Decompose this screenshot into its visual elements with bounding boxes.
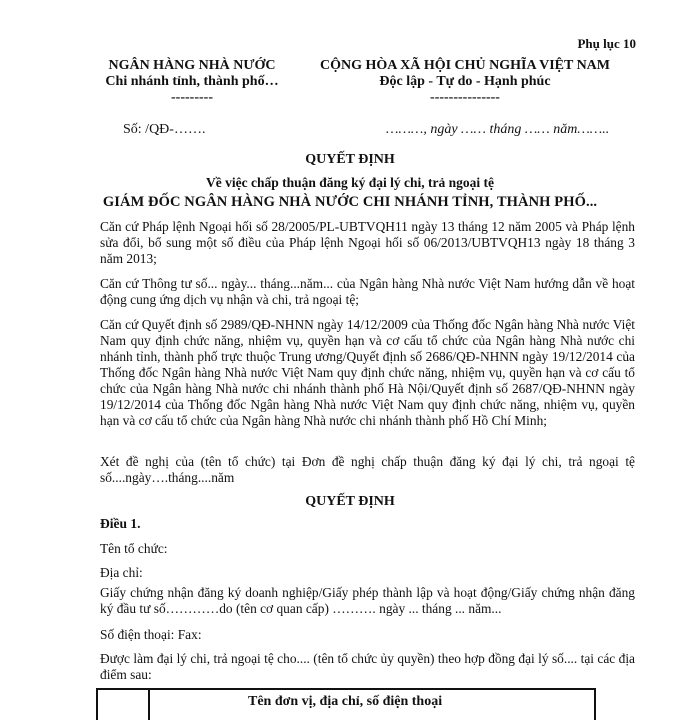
- document-subject: Về việc chấp thuận đăng ký đại lý chi, trả ngoại tệ: [205, 175, 495, 190]
- decision-heading: QUYẾT ĐỊNH: [305, 494, 395, 509]
- org-name-field: Tên tổ chức:: [100, 541, 168, 556]
- locations-table: [96, 688, 596, 720]
- legal-basis-paragraph: Căn cứ Quyết định số 2989/QĐ-NHNN ngày 14/12/2009 của Thống đốc Ngân hàng Nhà nước Việt Nam quy định chức năng, nhiệm vụ, quyền hạn và cơ cấu tổ chức của Ngân hàng Nhà nước chi nhánh tỉnh, thành phố trực thuộc Trung ương/Quyết định số 2686/QĐ-NHNN ngày 19/12/2014 của Thống đốc Ngân hàng Nhà nước Việt Nam quy định chức năng, nhiệm vụ, quyền hạn và cơ cấu tổ chức của Ngân hàng Nhà nước chi nhánh thành phố Hà Nội/Quyết định số 2687/QĐ-NHNN ngày 19/12/2014 của Thống đốc Ngân hàng Nhà nước Việt Nam quy định chức năng, nhiệm vụ, quyền hạn và cơ cấu tổ chức của Ngân hàng Nhà nước chi nhánh thành phố Hồ Chí Minh;: [100, 317, 635, 428]
- national-motto: Độc lập - Tự do - Hạnh phúc: [379, 74, 551, 89]
- document-number: Số: /QĐ-…….: [123, 122, 206, 137]
- date-line-text: ………, ngày …… tháng …… năm……..: [386, 122, 610, 137]
- authority-branch: Chi nhánh tỉnh, thành phố…: [105, 74, 279, 89]
- appendix-label: Phụ lục 10: [577, 36, 636, 51]
- issuer-title: GIÁM ĐỐC NGÂN HÀNG NHÀ NƯỚC CHI NHÁNH TỈNH, THÀNH PHỐ...: [102, 194, 598, 210]
- phone-fax-field: Số điện thoại: Fax:: [100, 627, 202, 642]
- issuing-authority-header: [92, 58, 292, 106]
- national-header: [300, 58, 630, 106]
- legal-basis-paragraph: Căn cứ Pháp lệnh Ngoại hối số 28/2005/PL-UBTVQH11 ngày 13 tháng 12 năm 2005 và Pháp lệnh sửa đổi, bổ sung một số điều của Pháp lệnh Ngoại hối số 06/2013/UBTVQH13 ngày 18 tháng 3 năm 2013;: [100, 219, 635, 266]
- agent-scope-field: Được làm đại lý chi, trả ngoại tệ cho.... (tên tổ chức ủy quyền) theo hợp đồng đại lý số.... tại các địa điểm sau:: [100, 651, 635, 682]
- legal-basis-paragraph: Căn cứ Thông tư số... ngày... tháng...năm... của Ngân hàng Nhà nước Việt Nam hướng dẫn về hoạt động cung ứng dịch vụ nhận và chi, trả ngoại tệ;: [100, 276, 635, 307]
- table-column-divider: [148, 690, 150, 720]
- authority-divider: ---------: [171, 90, 213, 105]
- document-title: QUYẾT ĐỊNH: [305, 152, 395, 167]
- national-title: CỘNG HÒA XÃ HỘI CHỦ NGHĨA VIỆT NAM: [319, 58, 610, 73]
- article-1-label: Điều 1.: [100, 516, 141, 531]
- table-column-header: Tên đơn vị, địa chỉ, số điện thoại: [248, 694, 443, 709]
- address-field: Địa chỉ:: [100, 565, 143, 580]
- certificate-field: Giấy chứng nhận đăng ký doanh nghiệp/Giấy phép thành lập và hoạt động/Giấy chứng nhận đăng ký đầu tư số…………do (tên cơ quan cấp) ………. ngày ... tháng ... năm...: [100, 585, 635, 616]
- authority-name: NGÂN HÀNG NHÀ NƯỚC: [108, 58, 276, 73]
- date-line: [386, 122, 609, 138]
- national-divider: ---------------: [430, 90, 500, 105]
- request-paragraph: Xét đề nghị của (tên tổ chức) tại Đơn đề nghị chấp thuận đăng ký đại lý chi, trả ngoại tệ số....ngày….tháng....năm: [100, 454, 635, 485]
